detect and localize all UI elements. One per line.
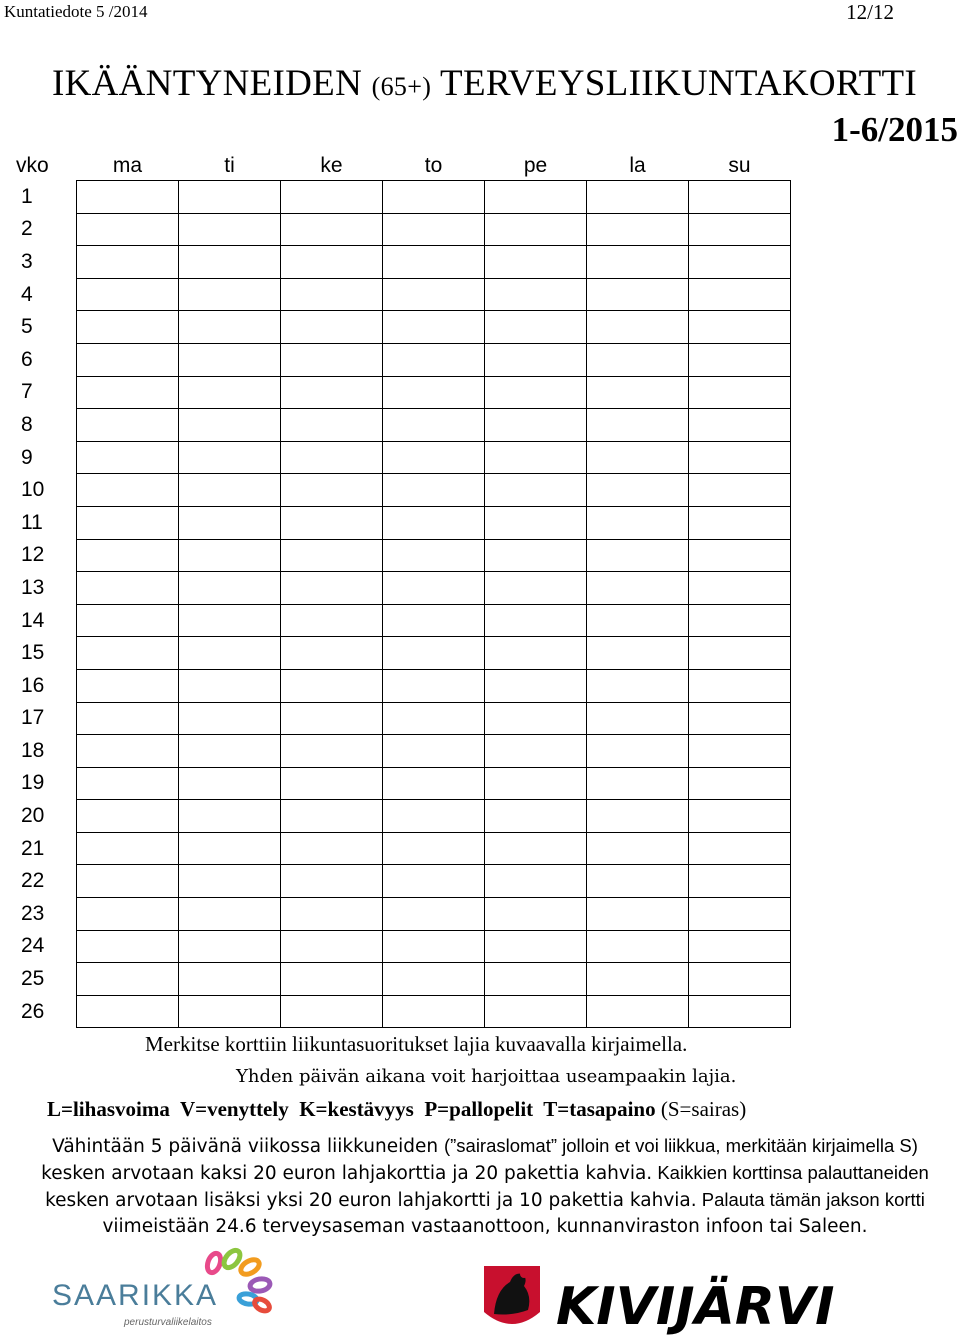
- day-entry-cell[interactable]: [587, 669, 689, 702]
- day-entry-cell[interactable]: [485, 767, 587, 800]
- day-entry-cell[interactable]: [587, 376, 689, 409]
- day-entry-cell[interactable]: [281, 604, 383, 637]
- week-number: 15: [21, 641, 45, 665]
- day-entry-cell[interactable]: [77, 800, 179, 833]
- day-entry-cell[interactable]: [281, 506, 383, 539]
- day-column-header: to: [424, 153, 443, 177]
- day-entry-cell[interactable]: [383, 278, 485, 311]
- day-entry-cell[interactable]: [281, 800, 383, 833]
- day-entry-cell[interactable]: [281, 376, 383, 409]
- day-entry-cell[interactable]: [689, 963, 791, 996]
- day-entry-cell[interactable]: [179, 246, 281, 279]
- svg-text:KIVIJÄRVI: KIVIJÄRVI: [556, 1277, 835, 1337]
- day-column-header: ma: [112, 153, 143, 177]
- day-entry-cell[interactable]: [77, 539, 179, 572]
- day-entry-cell[interactable]: [587, 539, 689, 572]
- day-entry-cell[interactable]: [281, 539, 383, 572]
- day-entry-cell[interactable]: [485, 539, 587, 572]
- day-entry-cell[interactable]: [587, 898, 689, 931]
- day-entry-cell[interactable]: [77, 246, 179, 279]
- day-entry-cell[interactable]: [281, 181, 383, 214]
- day-entry-cell[interactable]: [179, 702, 281, 735]
- exercise-card-table: [16, 151, 791, 1028]
- week-number: 6: [21, 347, 33, 371]
- instruction-line-2: Yhden päivän aikana voit harjoittaa useampaakin lajia.: [236, 1066, 737, 1087]
- day-entry-cell[interactable]: [587, 865, 689, 898]
- day-entry-cell[interactable]: [179, 800, 281, 833]
- day-entry-cell[interactable]: [77, 213, 179, 246]
- week-number: 18: [21, 738, 45, 762]
- page-title: IKÄÄNTYNEIDEN (65+) TERVEYSLIIKUNTAKORTTI: [52, 63, 918, 104]
- week-row: [16, 637, 791, 670]
- day-entry-cell[interactable]: [689, 246, 791, 279]
- day-entry-cell[interactable]: [689, 995, 791, 1028]
- day-entry-cell[interactable]: [179, 311, 281, 344]
- week-row: [16, 832, 791, 865]
- day-entry-cell[interactable]: [383, 735, 485, 768]
- day-entry-cell[interactable]: [281, 898, 383, 931]
- day-entry-cell[interactable]: [689, 735, 791, 768]
- day-entry-cell[interactable]: [77, 474, 179, 507]
- day-entry-cell[interactable]: [485, 213, 587, 246]
- day-entry-cell[interactable]: [689, 767, 791, 800]
- day-entry-cell[interactable]: [587, 767, 689, 800]
- day-entry-cell[interactable]: [587, 213, 689, 246]
- kivijarvi-logo: [480, 1262, 835, 1337]
- day-entry-cell[interactable]: [281, 832, 383, 865]
- week-row: [16, 767, 791, 800]
- day-entry-cell[interactable]: [77, 181, 179, 214]
- day-entry-cell[interactable]: [77, 311, 179, 344]
- week-row: [16, 702, 791, 735]
- day-entry-cell[interactable]: [77, 506, 179, 539]
- week-number: 5: [21, 315, 33, 339]
- day-entry-cell[interactable]: [485, 409, 587, 442]
- day-entry-cell[interactable]: [587, 343, 689, 376]
- day-entry-cell[interactable]: [587, 311, 689, 344]
- day-entry-cell[interactable]: [77, 963, 179, 996]
- saarikka-logo: [52, 1245, 282, 1335]
- day-entry-cell[interactable]: [689, 832, 791, 865]
- day-entry-cell[interactable]: [281, 474, 383, 507]
- day-entry-cell[interactable]: [689, 539, 791, 572]
- day-entry-cell[interactable]: [383, 311, 485, 344]
- day-entry-cell[interactable]: [383, 376, 485, 409]
- day-entry-cell[interactable]: [383, 246, 485, 279]
- week-row: [16, 441, 791, 474]
- week-number: 17: [21, 706, 45, 730]
- day-entry-cell[interactable]: [485, 343, 587, 376]
- day-entry-cell[interactable]: [485, 865, 587, 898]
- week-row: [16, 376, 791, 409]
- day-entry-cell[interactable]: [281, 213, 383, 246]
- week-number: 9: [21, 445, 33, 469]
- day-entry-cell[interactable]: [689, 930, 791, 963]
- day-entry-cell[interactable]: [689, 343, 791, 376]
- day-entry-cell[interactable]: [77, 767, 179, 800]
- week-number: 1: [21, 184, 33, 208]
- day-entry-cell[interactable]: [77, 669, 179, 702]
- day-entry-cell[interactable]: [383, 669, 485, 702]
- day-entry-cell[interactable]: [77, 832, 179, 865]
- week-row: [16, 181, 791, 214]
- day-entry-cell[interactable]: [587, 474, 689, 507]
- week-number: 16: [21, 673, 45, 697]
- week-number: 2: [21, 217, 33, 241]
- day-entry-cell[interactable]: [587, 246, 689, 279]
- week-row: [16, 343, 791, 376]
- week-row: [16, 930, 791, 963]
- week-row: [16, 735, 791, 768]
- day-entry-cell[interactable]: [485, 735, 587, 768]
- day-entry-cell[interactable]: [179, 767, 281, 800]
- day-entry-cell[interactable]: [689, 409, 791, 442]
- day-entry-cell[interactable]: [281, 246, 383, 279]
- day-entry-cell[interactable]: [383, 995, 485, 1028]
- day-column-header: ti: [224, 153, 235, 177]
- day-entry-cell[interactable]: [281, 995, 383, 1028]
- week-row: [16, 604, 791, 637]
- day-entry-cell[interactable]: [383, 604, 485, 637]
- day-entry-cell[interactable]: [587, 181, 689, 214]
- day-entry-cell[interactable]: [77, 441, 179, 474]
- day-entry-cell[interactable]: [485, 800, 587, 833]
- week-number: 19: [21, 771, 45, 795]
- day-entry-cell[interactable]: [281, 572, 383, 605]
- day-column-header: ke: [320, 153, 343, 177]
- day-entry-cell[interactable]: [179, 572, 281, 605]
- day-entry-cell[interactable]: [485, 474, 587, 507]
- day-entry-cell[interactable]: [383, 865, 485, 898]
- day-entry-cell[interactable]: [689, 572, 791, 605]
- day-entry-cell[interactable]: [281, 311, 383, 344]
- day-entry-cell[interactable]: [179, 213, 281, 246]
- day-entry-cell[interactable]: [281, 963, 383, 996]
- week-row: [16, 409, 791, 442]
- day-entry-cell[interactable]: [689, 311, 791, 344]
- day-entry-cell[interactable]: [77, 278, 179, 311]
- week-row: [16, 898, 791, 931]
- day-entry-cell[interactable]: [77, 702, 179, 735]
- day-entry-cell[interactable]: [587, 930, 689, 963]
- day-entry-cell[interactable]: [587, 832, 689, 865]
- day-entry-cell[interactable]: [485, 669, 587, 702]
- day-entry-cell[interactable]: [383, 637, 485, 670]
- day-entry-cell[interactable]: [179, 409, 281, 442]
- svg-text:SAARIKKA: SAARIKKA: [52, 1279, 219, 1312]
- day-entry-cell[interactable]: [77, 572, 179, 605]
- svg-text:perusturvaliikelaitos: perusturvaliikelaitos: [124, 1317, 212, 1328]
- day-entry-cell[interactable]: [587, 278, 689, 311]
- day-entry-cell[interactable]: [383, 572, 485, 605]
- week-row: [16, 213, 791, 246]
- day-entry-cell[interactable]: [689, 898, 791, 931]
- day-column-header: su: [728, 153, 751, 177]
- day-entry-cell[interactable]: [77, 865, 179, 898]
- day-entry-cell[interactable]: [689, 669, 791, 702]
- day-entry-cell[interactable]: [77, 376, 179, 409]
- period-label: 1-6/2015: [831, 110, 958, 149]
- day-entry-cell[interactable]: [587, 409, 689, 442]
- day-entry-cell[interactable]: [383, 506, 485, 539]
- day-entry-cell[interactable]: [179, 898, 281, 931]
- day-entry-cell[interactable]: [587, 506, 689, 539]
- week-row: [16, 865, 791, 898]
- day-entry-cell[interactable]: [77, 995, 179, 1028]
- day-entry-cell[interactable]: [179, 735, 281, 768]
- instruction-line-1: Merkitse korttiin liikuntasuoritukset lajia kuvaavalla kirjaimella.: [145, 1032, 688, 1056]
- day-entry-cell[interactable]: [383, 343, 485, 376]
- day-entry-cell[interactable]: [485, 441, 587, 474]
- day-entry-cell[interactable]: [587, 735, 689, 768]
- day-entry-cell[interactable]: [179, 181, 281, 214]
- day-entry-cell[interactable]: [77, 637, 179, 670]
- day-entry-cell[interactable]: [179, 506, 281, 539]
- day-entry-cell[interactable]: [281, 637, 383, 670]
- week-number: 11: [21, 510, 43, 534]
- day-entry-cell[interactable]: [689, 181, 791, 214]
- day-entry-cell[interactable]: [77, 604, 179, 637]
- day-entry-cell[interactable]: [485, 995, 587, 1028]
- week-row: [16, 311, 791, 344]
- day-entry-cell[interactable]: [179, 604, 281, 637]
- day-entry-cell[interactable]: [485, 702, 587, 735]
- day-entry-cell[interactable]: [383, 767, 485, 800]
- day-entry-cell[interactable]: [587, 441, 689, 474]
- week-number: 12: [21, 543, 45, 567]
- day-entry-cell[interactable]: [179, 669, 281, 702]
- day-entry-cell[interactable]: [179, 343, 281, 376]
- day-entry-cell[interactable]: [281, 865, 383, 898]
- day-entry-cell[interactable]: [485, 506, 587, 539]
- week-number: 20: [21, 804, 45, 828]
- day-entry-cell[interactable]: [689, 800, 791, 833]
- day-entry-cell[interactable]: [485, 572, 587, 605]
- day-entry-cell[interactable]: [281, 702, 383, 735]
- week-number: 26: [21, 999, 45, 1023]
- week-number: 3: [21, 249, 33, 273]
- day-entry-cell[interactable]: [383, 963, 485, 996]
- day-entry-cell[interactable]: [383, 898, 485, 931]
- day-entry-cell[interactable]: [179, 995, 281, 1028]
- day-entry-cell[interactable]: [179, 637, 281, 670]
- day-entry-cell[interactable]: [383, 409, 485, 442]
- day-entry-cell[interactable]: [485, 637, 587, 670]
- day-entry-cell[interactable]: [281, 278, 383, 311]
- day-entry-cell[interactable]: [77, 409, 179, 442]
- week-number: 13: [21, 575, 45, 599]
- activity-legend: L=lihasvoima V=venyttely K=kestävyys P=pallopelit T=tasapaino (S=sairas): [47, 1097, 747, 1121]
- day-entry-cell[interactable]: [689, 702, 791, 735]
- day-column-header: pe: [523, 153, 548, 177]
- day-entry-cell[interactable]: [383, 539, 485, 572]
- day-entry-cell[interactable]: [179, 930, 281, 963]
- week-number: 8: [21, 412, 33, 436]
- week-row: [16, 246, 791, 279]
- day-entry-cell[interactable]: [281, 409, 383, 442]
- day-entry-cell[interactable]: [485, 898, 587, 931]
- day-entry-cell[interactable]: [281, 735, 383, 768]
- day-entry-cell[interactable]: [77, 898, 179, 931]
- day-entry-cell[interactable]: [383, 441, 485, 474]
- day-entry-cell[interactable]: [689, 441, 791, 474]
- day-entry-cell[interactable]: [485, 930, 587, 963]
- day-entry-cell[interactable]: [485, 311, 587, 344]
- week-number: 14: [21, 608, 45, 632]
- week-row: [16, 572, 791, 605]
- week-row: [16, 278, 791, 311]
- header-page-number: 12/12: [846, 0, 894, 24]
- day-entry-cell[interactable]: [383, 474, 485, 507]
- day-entry-cell[interactable]: [485, 963, 587, 996]
- day-entry-cell[interactable]: [281, 669, 383, 702]
- week-row: [16, 506, 791, 539]
- day-entry-cell[interactable]: [179, 376, 281, 409]
- day-entry-cell[interactable]: [179, 865, 281, 898]
- day-entry-cell[interactable]: [587, 800, 689, 833]
- day-entry-cell[interactable]: [485, 376, 587, 409]
- day-entry-cell[interactable]: [689, 604, 791, 637]
- day-entry-cell[interactable]: [587, 637, 689, 670]
- day-entry-cell[interactable]: [179, 474, 281, 507]
- week-row: [16, 995, 791, 1028]
- week-row: [16, 963, 791, 996]
- day-entry-cell[interactable]: [587, 572, 689, 605]
- day-entry-cell[interactable]: [689, 376, 791, 409]
- day-entry-cell[interactable]: [383, 213, 485, 246]
- day-entry-cell[interactable]: [689, 506, 791, 539]
- day-entry-cell[interactable]: [77, 343, 179, 376]
- day-entry-cell[interactable]: [587, 702, 689, 735]
- day-entry-cell[interactable]: [485, 278, 587, 311]
- day-entry-cell[interactable]: [383, 930, 485, 963]
- day-entry-cell[interactable]: [179, 963, 281, 996]
- day-entry-cell[interactable]: [77, 930, 179, 963]
- week-number: 10: [21, 478, 45, 502]
- day-entry-cell[interactable]: [689, 474, 791, 507]
- week-row: [16, 669, 791, 702]
- prize-info-paragraph: Vähintään 5 päivänä viikossa liikkuneiden (”sairaslomat” jolloin et voi liikkua, merkitään kirjaimella S) kesken arvotaan kaksi 20 euron lahjakorttia ja 20 pakettia kahvia. Kaikkien korttinsa palauttaneiden kesken arvotaan lisäksi yksi 20 euron lahjakortti ja 10 pakettia kahvia. Palauta tämän jakson kortti viimeistään 24.6 terveysaseman vastaanottoon, kunnanviraston infoon tai Saleen.: [41, 1135, 929, 1237]
- day-entry-cell[interactable]: [485, 246, 587, 279]
- day-entry-cell[interactable]: [485, 181, 587, 214]
- day-entry-cell[interactable]: [383, 800, 485, 833]
- day-entry-cell[interactable]: [689, 278, 791, 311]
- day-entry-cell[interactable]: [281, 767, 383, 800]
- day-column-header: la: [629, 153, 646, 177]
- header-publication: Kuntatiedote 5 /2014: [4, 2, 148, 21]
- day-entry-cell[interactable]: [281, 441, 383, 474]
- day-entry-cell[interactable]: [77, 735, 179, 768]
- day-entry-cell[interactable]: [485, 604, 587, 637]
- day-entry-cell[interactable]: [383, 702, 485, 735]
- week-number: 24: [21, 934, 45, 958]
- day-entry-cell[interactable]: [587, 963, 689, 996]
- week-number: 4: [21, 282, 33, 306]
- week-row: [16, 539, 791, 572]
- week-column-header: vko: [16, 153, 49, 177]
- day-entry-cell[interactable]: [689, 865, 791, 898]
- week-row: [16, 474, 791, 507]
- week-number: 22: [21, 869, 45, 893]
- week-number: 7: [21, 380, 33, 404]
- day-entry-cell[interactable]: [281, 343, 383, 376]
- week-row: [16, 800, 791, 833]
- day-entry-cell[interactable]: [383, 832, 485, 865]
- day-entry-cell[interactable]: [485, 832, 587, 865]
- day-entry-cell[interactable]: [179, 539, 281, 572]
- day-entry-cell[interactable]: [383, 181, 485, 214]
- day-entry-cell[interactable]: [689, 213, 791, 246]
- day-entry-cell[interactable]: [587, 604, 689, 637]
- week-number: 21: [21, 836, 45, 860]
- day-entry-cell[interactable]: [179, 278, 281, 311]
- day-entry-cell[interactable]: [179, 441, 281, 474]
- week-number: 25: [21, 967, 45, 991]
- day-entry-cell[interactable]: [689, 637, 791, 670]
- week-number: 23: [21, 901, 45, 925]
- day-entry-cell[interactable]: [587, 995, 689, 1028]
- day-entry-cell[interactable]: [281, 930, 383, 963]
- day-entry-cell[interactable]: [179, 832, 281, 865]
